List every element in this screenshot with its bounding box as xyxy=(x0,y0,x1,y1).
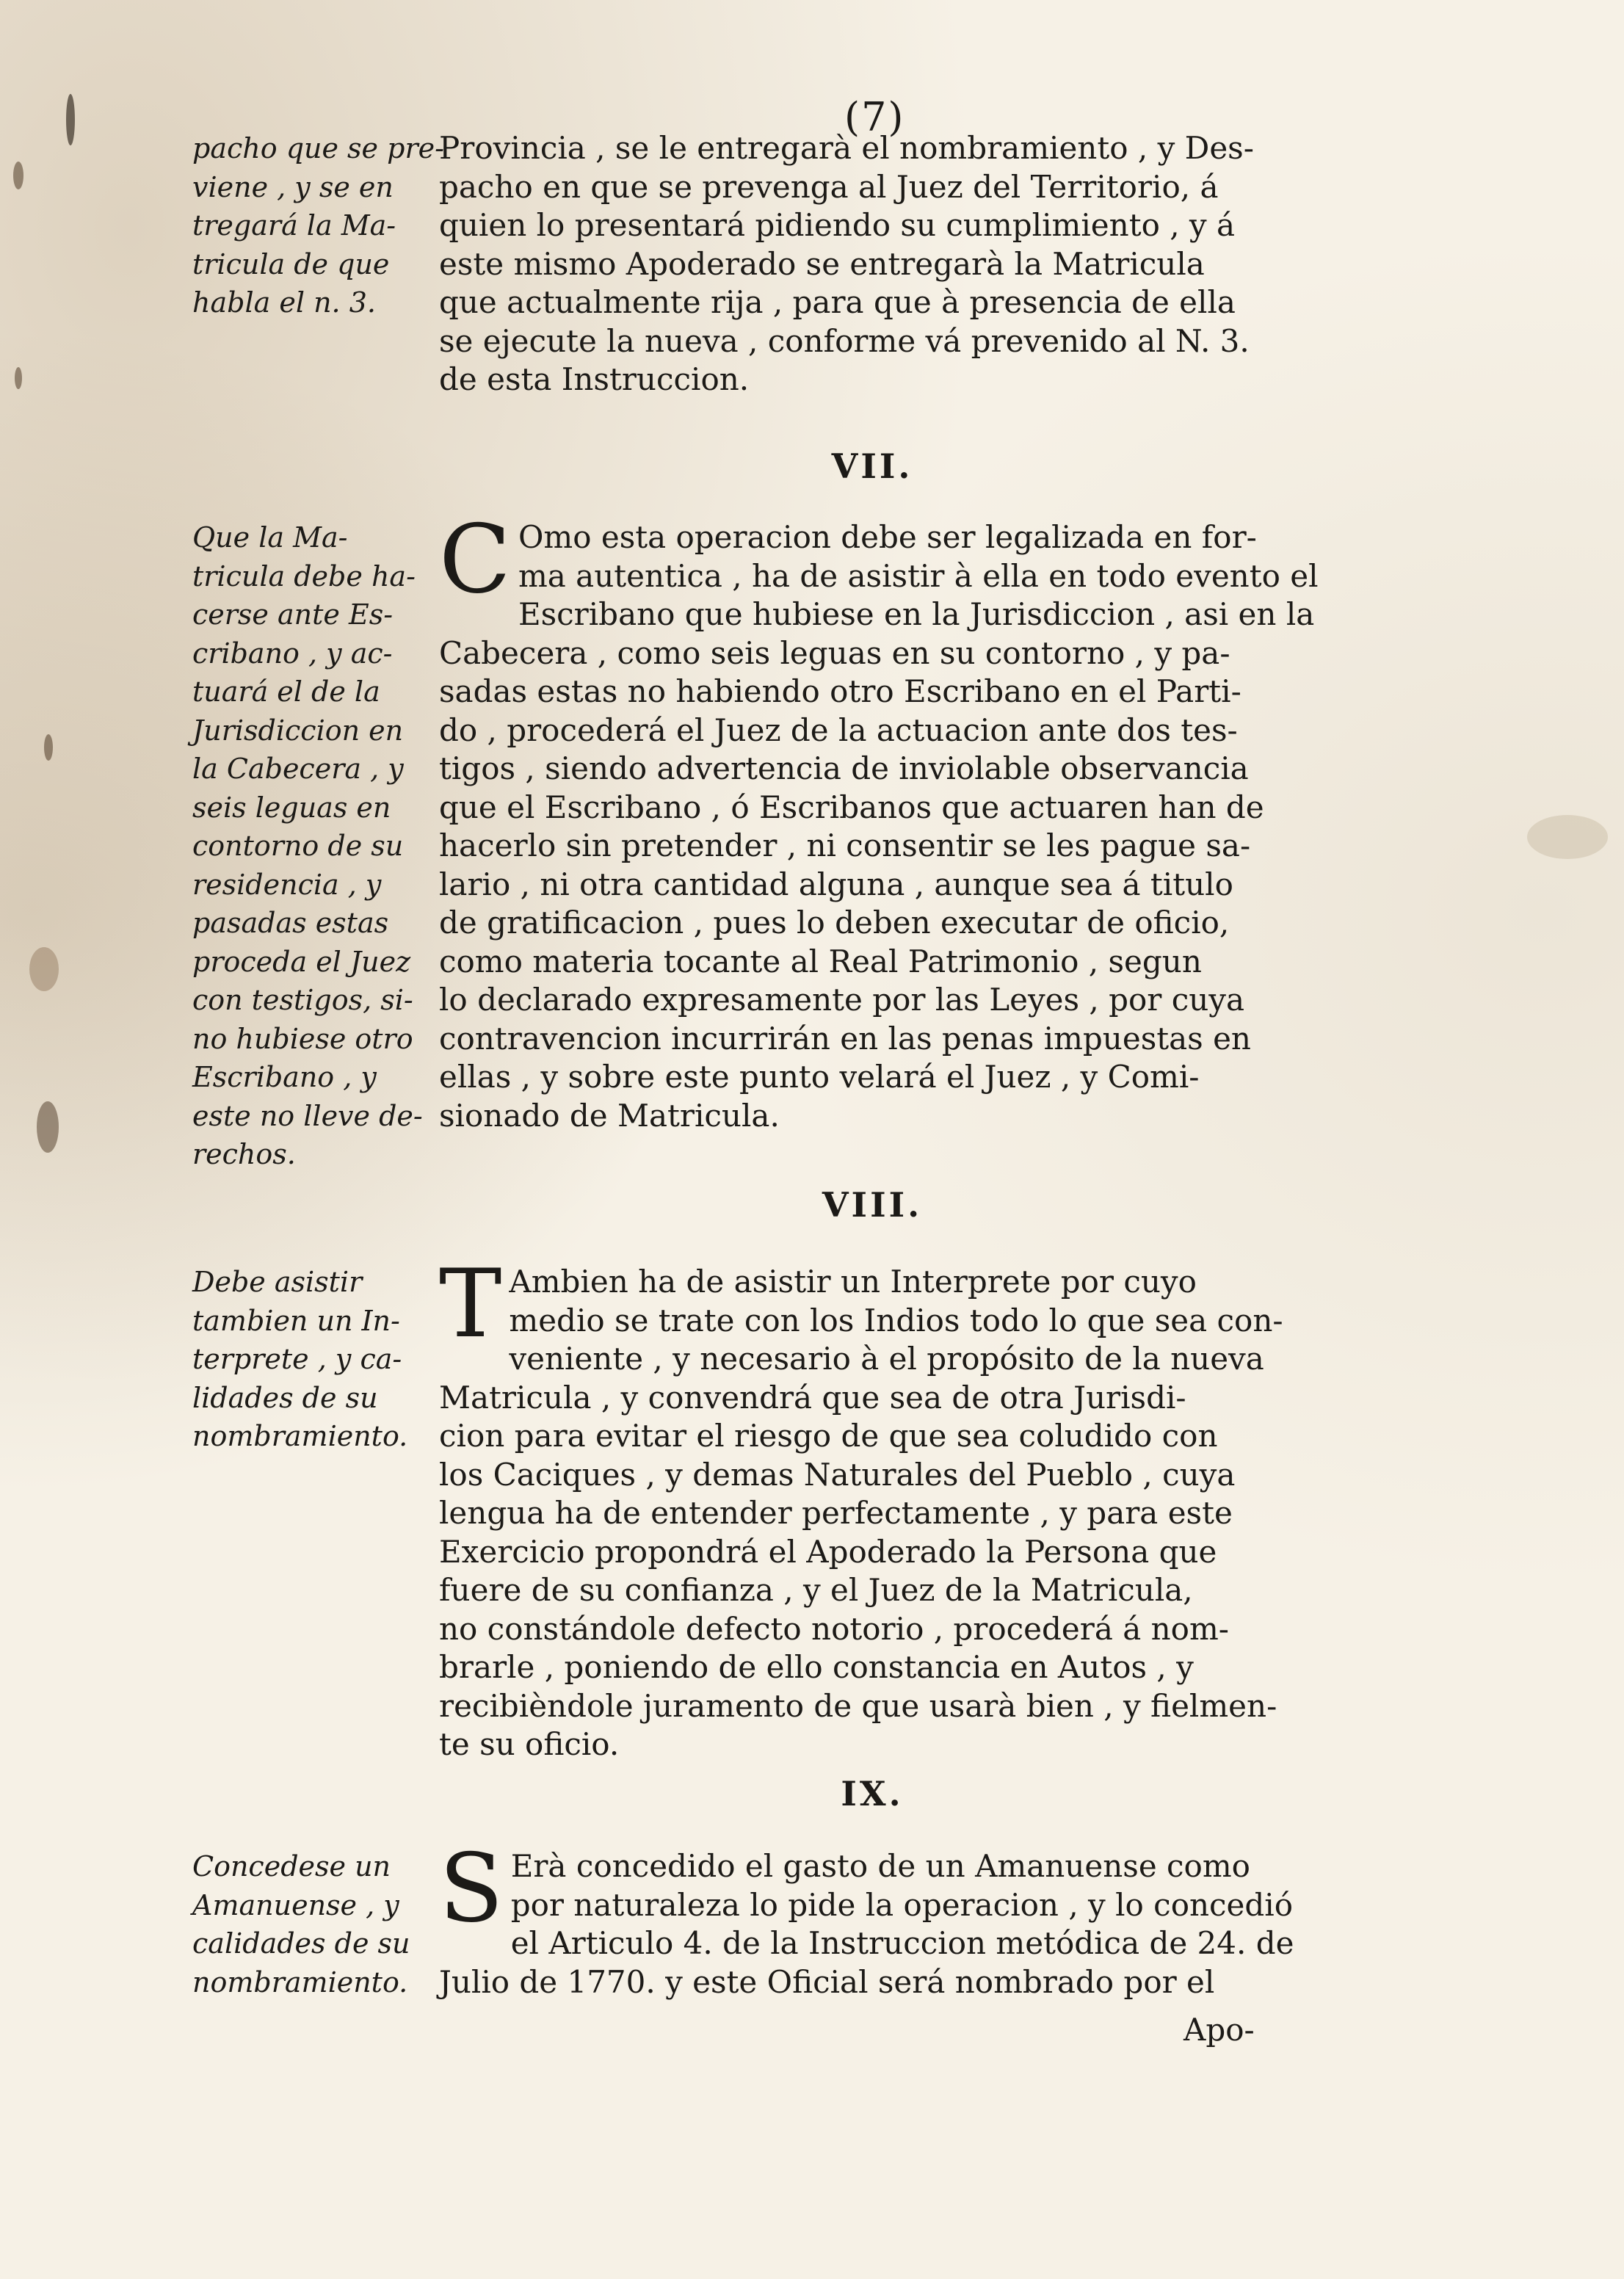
marginal-note-vii xyxy=(192,518,426,1174)
text-line: contravencion incurrirán en las penas impuestas en xyxy=(439,1020,1251,1057)
margin-line: con testigos, si- xyxy=(192,984,413,1016)
margin-line: Escribano , y xyxy=(192,1061,377,1093)
margin-line: este no lleve de- xyxy=(192,1099,423,1132)
margin-line: no hubiese otro xyxy=(192,1022,413,1055)
text-line: Erà concedido el gasto de un Amanuense como xyxy=(510,1848,1250,1884)
text-line: quien lo presentará pidiendo su cumplimiento , y á xyxy=(439,207,1236,243)
text-line: Matricula , y convendrá que sea de otra Jurisdi- xyxy=(439,1379,1186,1416)
drop-cap: S xyxy=(439,1834,504,1943)
margin-line: pacho que se pre- xyxy=(192,132,444,164)
margin-line: calidades de su xyxy=(192,1927,410,1960)
text-line: brarle , poniendo de ello constancia en Autos , y xyxy=(439,1649,1194,1685)
margin-line: Que la Ma- xyxy=(192,521,348,554)
catchword: Apo- xyxy=(1183,2012,1255,2048)
margin-line: tuará el de la xyxy=(192,675,380,708)
text-line: recibièndole juramento de que usarà bien , y fielmen- xyxy=(439,1687,1277,1724)
drop-cap: C xyxy=(439,505,511,615)
text-line: de esta Instruccion. xyxy=(439,361,750,397)
marginal-note-continuation xyxy=(192,129,444,322)
text-line: Ambien ha de asistir un Interprete por cuyo xyxy=(509,1264,1197,1300)
section-heading-ix: IX. xyxy=(841,1774,904,1814)
paragraph-ix xyxy=(439,1834,1305,2001)
text-line: te su oficio. xyxy=(439,1726,620,1762)
margin-line: tricula de que xyxy=(192,247,390,280)
margin-line: contorno de su xyxy=(192,830,404,862)
margin-line: tambien un In- xyxy=(192,1304,400,1337)
margin-line: proceda el Juez xyxy=(192,945,411,978)
margin-line: Jurisdiccion en xyxy=(192,714,404,747)
margin-line: nombramiento. xyxy=(192,1420,408,1452)
margin-line: la Cabecera , y xyxy=(192,753,404,785)
margin-line: Amanuense , y xyxy=(192,1888,399,1921)
paragraph-continuation xyxy=(439,129,1305,399)
marginal-note-viii xyxy=(192,1263,426,1456)
text-line: sionado de Matricula. xyxy=(439,1097,780,1134)
stain-mark xyxy=(15,367,22,389)
stain-mark xyxy=(1527,815,1608,859)
text-line: medio se trate con los Indios todo lo que sea con- xyxy=(509,1302,1283,1338)
text-line: sadas estas no habiendo otro Escribano en el Parti- xyxy=(439,673,1241,709)
section-heading-viii: VIII. xyxy=(822,1185,923,1225)
margin-line: Concedese un xyxy=(192,1850,391,1883)
stain-mark xyxy=(37,1101,59,1153)
text-line: lo declarado expresamente por las Leyes , por cuya xyxy=(439,982,1245,1018)
margin-line: cribano , y ac- xyxy=(192,637,393,670)
text-line: hacerlo sin pretender , ni consentir se les pague sa- xyxy=(439,827,1251,863)
text-line: por naturaleza lo pide la operacion , y lo concedió xyxy=(510,1886,1294,1923)
margin-line: tricula debe ha- xyxy=(192,559,416,593)
margin-line: residencia , y xyxy=(192,868,382,901)
text-line: que el Escribano , ó Escribanos que actuaren han de xyxy=(439,789,1264,825)
margin-line: lidades de su xyxy=(192,1381,378,1414)
page-number: (7) xyxy=(844,94,905,140)
margin-line: Debe asistir xyxy=(192,1266,363,1298)
text-line: do , procederá el Juez de la actuacion ante dos tes- xyxy=(439,711,1238,748)
text-line: Julio de 1770. y este Oficial será nombrado por el xyxy=(439,1963,1215,2000)
drop-cap: T xyxy=(439,1250,502,1359)
stain-mark xyxy=(29,947,59,991)
text-line: Provincia , se le entregarà el nombramiento , y Des- xyxy=(439,130,1254,166)
text-line: Omo esta operacion debe ser legalizada en for- xyxy=(518,519,1257,555)
text-line: se ejecute la nueva , conforme vá prevenido al N. 3. xyxy=(439,322,1250,359)
text-line: el Articulo 4. de la Instruccion metódica de 24. de xyxy=(510,1925,1294,1961)
section-heading-vii: VII. xyxy=(831,446,913,486)
text-line: como materia tocante al Real Patrimonio , segun xyxy=(439,943,1202,979)
margin-line: rechos. xyxy=(192,1138,296,1170)
margin-line: habla el n. 3. xyxy=(192,286,376,319)
text-line: lario , ni otra cantidad alguna , aunque sea á titulo xyxy=(439,866,1233,902)
margin-line: cerse ante Es- xyxy=(192,598,394,631)
text-line: tigos , siendo advertencia de inviolable observancia xyxy=(439,750,1249,786)
stain-mark xyxy=(44,734,53,761)
text-line: fuere de su confianza , y el Juez de la Matricula, xyxy=(439,1572,1193,1608)
margin-line: seis leguas en xyxy=(192,791,391,824)
text-line: Escribano que hubiese en la Jurisdiccion , asi en la xyxy=(518,596,1315,632)
text-line: veniente , y necesario à el propósito de la nueva xyxy=(509,1341,1264,1377)
paragraph-vii xyxy=(439,505,1319,1135)
text-line: cion para evitar el riesgo de que sea coludido con xyxy=(439,1418,1218,1454)
text-line: ma autentica , ha de asistir à ella en todo evento el xyxy=(518,557,1319,594)
text-line: ellas , y sobre este punto velará el Juez , y Comi- xyxy=(439,1059,1200,1095)
stain-mark xyxy=(13,162,23,189)
text-line: lengua ha de entender perfectamente , y para este xyxy=(439,1495,1233,1531)
margin-line: tregará la Ma- xyxy=(192,209,396,242)
text-line: Exercicio propondrá el Apoderado la Persona que xyxy=(439,1533,1217,1570)
margin-line: nombramiento. xyxy=(192,1965,408,1999)
stain-mark xyxy=(66,94,75,145)
text-line: Cabecera , como seis leguas en su contorno , y pa- xyxy=(439,634,1230,671)
text-line: los Caciques , y demas Naturales del Pueblo , cuya xyxy=(439,1456,1236,1493)
text-line: este mismo Apoderado se entregarà la Matricula xyxy=(439,245,1205,282)
text-line: no constándole defecto notorio , procederá á nom- xyxy=(439,1610,1229,1647)
margin-line: terprete , y ca- xyxy=(192,1343,402,1375)
text-line: que actualmente rija , para que à presencia de ella xyxy=(439,284,1236,320)
text-line: pacho en que se prevenga al Juez del Territorio, á xyxy=(439,168,1219,205)
margin-line: pasadas estas xyxy=(192,907,389,939)
marginal-note-ix xyxy=(192,1847,426,2001)
margin-line: viene , y se en xyxy=(192,170,394,203)
text-line: de gratificacion , pues lo deben executar de oficio, xyxy=(439,905,1230,941)
paragraph-viii xyxy=(439,1250,1305,1764)
